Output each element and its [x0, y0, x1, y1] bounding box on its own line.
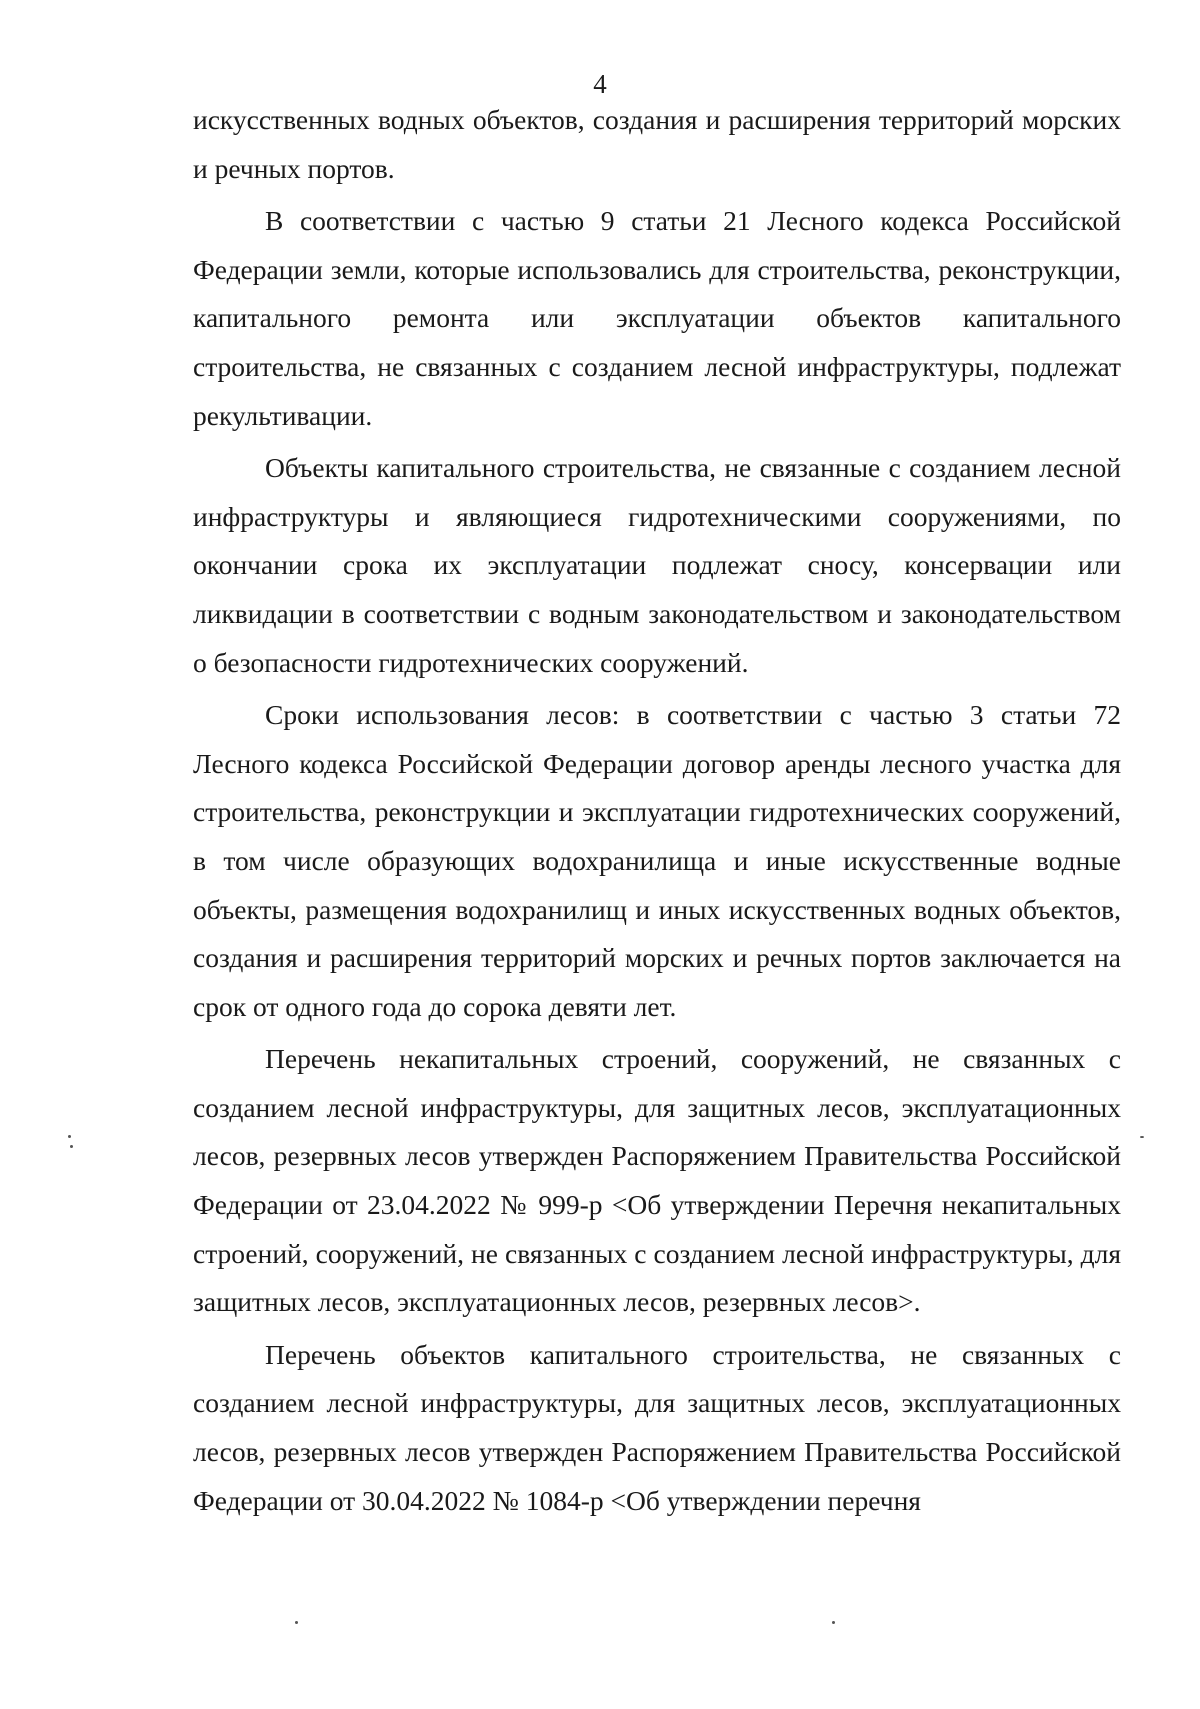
scan-speck	[1140, 1136, 1144, 1138]
scan-speck	[68, 1135, 71, 1138]
page-number: 4	[593, 69, 607, 99]
scan-speck	[70, 1145, 73, 1148]
paragraph-noncapital-list: Перечень некапитальных строений, сооружений, не связанных с созданием лесной инфраструктуры, для защитных лесов, эксплуатационных лесов, резервных лесов утвержден Распоряжением Правительства Российской Федерации от 23.04.2022 № 999-р <Об утверждении Перечня некапитальных строений, сооружений, не связанных с созданием лесной инфраструктуры, для защитных лесов, эксплуатационных лесов, резервных лесов>.	[193, 1043, 1121, 1318]
paragraph-capital-list: Перечень объектов капитального строительства, не связанных с созданием лесной инфраструктуры, для защитных лесов, эксплуатационных лесов, резервных лесов утвержден Распоряжением Правительства Российской Федерации от 30.04.2022 № 1084-р <Об утверждении перечня	[193, 1338, 1121, 1516]
scan-speck	[832, 1621, 835, 1624]
document-body	[193, 96, 1121, 1529]
paragraph-lease-terms: Сроки использования лесов: в соответствии с частью 3 статьи 72 Лесного кодекса Российской Федерации договор аренды лесного участка для строительства, реконструкции и эксплуатации гидротехнических сооружений, в том числе образующих водохранилища и иные искусственные водные объекты, размещения водохранилищ и иных искусственных водных объектов, создания и расширения территорий морских и речных портов заключается на срок от одного года до сорока девяти лет.	[193, 699, 1121, 1022]
scan-speck	[295, 1621, 298, 1624]
paragraph-hydrotechnical-objects: Объекты капитального строительства, не связанные с созданием лесной инфраструктуры и являющиеся гидротехническими сооружениями, по окончании срока их эксплуатации подлежат сносу, консервации или ликвидации в соответствии с водным законодательством и законодательством о безопасности гидротехнических сооружений.	[193, 452, 1121, 678]
paragraph-recultivation: В соответствии с частью 9 статьи 21 Лесного кодекса Российской Федерации земли, которые использовались для строительства, реконструкции, капитального ремонта или эксплуатации объектов капитального строительства, не связанных с созданием лесной инфраструктуры, подлежат рекультивации.	[193, 205, 1121, 431]
paragraph-continuation: искусственных водных объектов, создания и расширения территорий морских и речных портов.	[193, 104, 1121, 184]
